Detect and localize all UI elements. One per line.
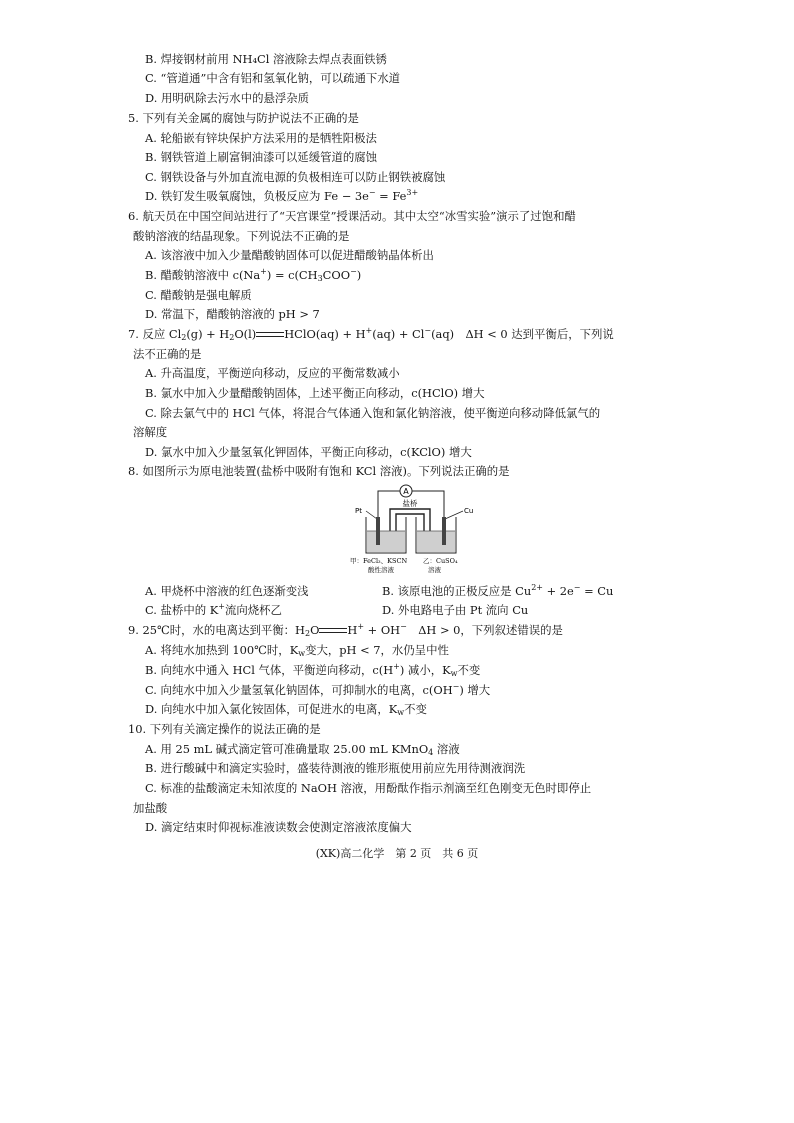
q10-stem: 10. 下列有关滴定操作的说法正确的是 (128, 722, 321, 736)
equilibrium-arrow-icon (319, 627, 347, 635)
q9-option-c: C. 向纯水中加入少量氢氧化钠固体，可抑制水的电离，c(OH−) 增大 (145, 682, 491, 697)
q7-stem-line1: 7. 反应 $Cl_2(g) + H_2O(l)$ HClO(aq) + H+(aq) + Cl−(aq) ΔH < 0 达到平衡后，下列说 (128, 326, 614, 342)
q10-option-c-line1: C. 标准的盐酸滴定未知浓度的 NaOH 溶液，用酚酞作指示剂滴至红色刚变无色时即停止 (145, 781, 592, 795)
pt-electrode-label: Pt (355, 507, 362, 515)
q4-option-c: C. “管道通”中含有铝和氢氧化钠，可以疏通下水道 (145, 71, 401, 85)
cu-electrode-label: Cu (464, 507, 474, 515)
q5-option-b: B. 钢铁管道上刷富铜油漆可以延缓管道的腐蚀 (145, 150, 378, 164)
q6-option-c: C. 醋酸钠是强电解质 (145, 288, 252, 302)
beaker-right-label-2: 溶液 (428, 566, 441, 574)
q5-option-d: D. 铁钉发生吸氧腐蚀，负极反应为 $Fe - 3e^- = Fe^{3+}$ (145, 188, 419, 203)
q7-stem-line2: 法不正确的是 (133, 347, 202, 361)
cu-electrode (442, 517, 446, 545)
q5-stem: 5. 下列有关金属的腐蚀与防护说法不正确的是 (128, 111, 359, 125)
q10-option-c-line2: 加盐酸 (133, 801, 168, 815)
q5-option-c: C. 钢铁设备与外加直流电源的负极相连可以防止钢铁被腐蚀 (145, 170, 446, 184)
q8-option-b: B. 该原电池的正极反应是 $Cu^{2+} + 2e^- = Cu$ (382, 583, 614, 598)
beaker-left-label-2: 酸性溶液 (368, 566, 394, 574)
q8-option-a: A. 甲烧杯中溶液的红色逐渐变浅 (145, 584, 309, 598)
q7-option-d: D. 氯水中加入少量氢氧化钾固体，平衡正向移动，c(KClO) 增大 (145, 445, 472, 459)
q4-option-d: D. 用明矾除去污水中的悬浮杂质 (145, 91, 310, 105)
q7-option-c-line2: 溶解度 (133, 425, 168, 439)
q7-option-c-line1: C. 除去氯气中的 HCl 气体，将混合气体通入饱和氯化钠溶液，使平衡逆向移动降低氯气的 (145, 406, 601, 420)
q8-option-c: C. 盐桥中的 K+流向烧杯乙 (145, 602, 282, 617)
ammeter-label: A (403, 487, 409, 496)
q7-option-b: B. 氯水中加入少量醋酸钠固体，上述平衡正向移动，c(HClO) 增大 (145, 386, 485, 400)
page-footer: (XK)高二化学 第 2 页 共 6 页 (315, 847, 479, 860)
q10-option-d: D. 滴定结束时仰视标准液读数会使测定溶液浓度偏大 (145, 820, 412, 834)
beaker-right-label: 乙：CuSO₄ (423, 557, 458, 565)
q9-option-a: A. 将纯水加热到 100℃时，$K_w$变大，pH < 7，水仍呈中性 (145, 643, 449, 658)
q6-stem-line1: 6. 航天员在中国空间站进行了“天宫课堂”授课活动。其中太空“冰雪实验”演示了过饱和醋 (128, 209, 576, 223)
q6-option-d: D. 常温下，醋酸钠溶液的 pH > 7 (145, 307, 320, 321)
equilibrium-arrow-icon (256, 331, 284, 339)
q9-option-d: D. 向纯水中加入氯化铵固体，可促进水的电离，$K_w$不变 (145, 702, 427, 717)
q8-stem: 8. 如图所示为原电池装置(盐桥中吸附有饱和 KCl 溶液)。下列说法正确的是 (128, 464, 510, 478)
q10-option-a: A. 用 25 mL 碱式滴定管可准确量取 25.00 mL KMnO$_4$ 溶液 (145, 742, 460, 757)
pt-electrode (376, 517, 380, 545)
salt-bridge-label: 盐桥 (402, 499, 418, 508)
q9-stem: 9. 25℃时，水的电离达到平衡：$H_2O$ H+ + OH− ΔH > 0，下列叙述错误的是 (128, 622, 563, 638)
galvanic-cell-diagram (344, 483, 486, 575)
q4-option-b: B. 焊接钢材前用 NH₄Cl 溶液除去焊点表面铁锈 (145, 52, 387, 66)
q9-option-b: B. 向纯水中通入 HCl 气体，平衡逆向移动，c(H+) 减小，$K_w$不变 (145, 662, 481, 678)
q6-option-a: A. 该溶液中加入少量醋酸钠固体可以促进醋酸钠晶体析出 (145, 248, 434, 262)
q6-stem-line2: 酸钠溶液的结晶现象。下列说法不正确的是 (133, 229, 350, 243)
q6-option-b: B. 醋酸钠溶液中 $c(Na^+) = c(CH_3COO^-)$ (145, 267, 362, 283)
q5-option-a: A. 轮船嵌有锌块保护方法采用的是牺牲阳极法 (145, 131, 377, 145)
q7-option-a: A. 升高温度，平衡逆向移动，反应的平衡常数减小 (145, 366, 400, 380)
q8-option-d: D. 外电路电子由 Pt 流向 Cu (382, 603, 529, 617)
q10-option-b: B. 进行酸碱中和滴定实验时，盛装待测液的锥形瓶使用前应先用待测液润洗 (145, 761, 526, 775)
beaker-left-label: 甲：FeCl₃、KSCN (350, 557, 408, 565)
